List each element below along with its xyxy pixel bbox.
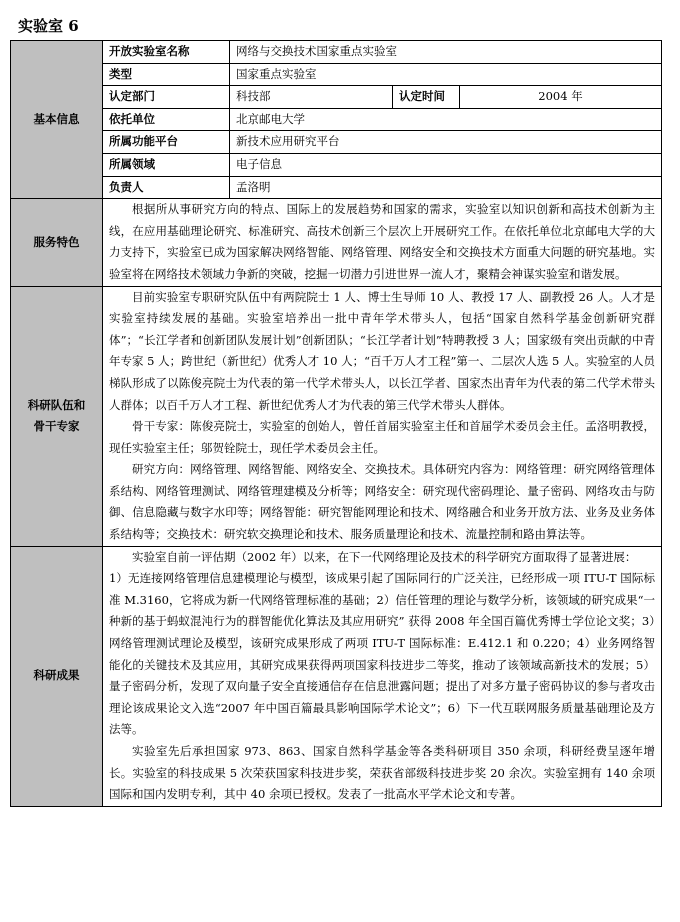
field-label-type: 类型 [103,63,230,86]
field-value-host: 北京邮电大学 [230,108,662,131]
row-host [11,108,662,131]
section-team [11,286,103,546]
field-label-platform: 所属功能平台 [103,131,230,154]
section-team-line1: 科研队伍和 [27,397,86,412]
row-results [11,546,662,806]
field-value-department: 科技部 [230,86,393,109]
field-value-accredit-time: 2004 年 [460,86,662,109]
section-results: 科研成果 [11,546,103,806]
field-value-lab-name: 网络与交换技术国家重点实验室 [230,41,662,64]
row-platform [11,131,662,154]
row-type [11,63,662,86]
row-department [11,86,662,109]
field-value-type: 国家重点实验室 [230,63,662,86]
results-text [103,546,662,806]
field-label-department: 认定部门 [103,86,230,109]
row-lab-name [11,41,662,64]
lab-info-table [10,40,662,807]
field-label-accredit-time: 认定时间 [393,86,460,109]
page-title: 实验室 6 [18,17,79,35]
row-team [11,286,662,546]
service-paragraph: 根据所从事研究方向的特点、国际上的发展趋势和国家的需求，实验室以知识创新和高技术创新为主线，在应用基础理论研究、标准研究、高技术创新三个层次上开展研究工作。在依托单位北京邮电大学的大力支持下，实验室已成为国家解决网络智能、网络管理、网络安全和交换技术方面重大问题的研究基地。实验室将在网络技术领域力争新的突破，挖掘一切潜力引进世界一流人才，聚精会神谋实验室和谐发展。 [109,202,655,281]
results-paragraph: 1）无连接网络管理信息建模理论与模型，该成果引起了国际同行的广泛关注，已经形成一项 ITU-T 国际标准 M.3160，它将成为新一代网络管理标准的基础；2）信任管理的理论与数学分析，该领域的研究成果“一种新的基于蚂蚁混沌行为的群智能优化算法及其应用研究” 获得 2008 年全国百篇优秀博士学位论文奖；3）网络管理测试理论及模型，该研究成果形成了两项 ITU-T 国际标准：E.412.1 和 0.220；4）业务网络智能化的关键技术及其应用，其研究成果获得两项国家科技进步二等奖，推动了该领域高新技术的发展；5）量子密码分析，发现了双向量子安全直接通信存在信息泄露问题；提出了对多方量子密码协议的参与者攻击理论该成果论文入选“2007 年中国百篇最具影响国际学术论文”；6）下一代互联网服务质量基础理论及方法等。 [109,571,655,737]
field-label-field: 所属领域 [103,153,230,176]
field-label-leader: 负责人 [103,176,230,199]
section-team-line2: 骨干专家 [33,419,80,434]
row-service [11,199,662,286]
field-value-platform: 新技术应用研究平台 [230,131,662,154]
field-value-field: 电子信息 [230,153,662,176]
service-text [103,199,662,286]
section-service: 服务特色 [11,199,103,286]
row-field [11,153,662,176]
team-text [103,286,662,546]
team-paragraph: 目前实验室专职研究队伍中有两院院士 1 人、博士生导师 10 人、教授 17 人、副教授 26 人。人才是实验室持续发展的基础。实验室培养出一批中青年学术带头人，包括“国家自然科学基金创新研究群体”；“长江学者和创新团队发展计划”创新团队；“长江学者计划”特聘教授 3 人；国家级有突出贡献的中青年专家 5 人；跨世纪（新世纪）优秀人才 10 人；“百千万人才工程”第一、二层次人选 5 人。实验室的人员梯队形成了以陈俊亮院士为代表的第一代学术带头人，以长江学者、国家杰出青年为代表的第二代学术带头人群体；以百千万人才工程、新世纪优秀人才为代表的第三代学术带头人群体。 [109,289,655,412]
row-leader [11,176,662,199]
team-paragraph: 研究方向：网络管理、网络智能、网络安全、交换技术。具体研究内容为：网络管理：研究网络管理体系结构、网络管理测试、网络管理建模及分析等；网络安全：研究现代密码理论、量子密码、网络攻击与防御、信息隐藏与数字水印等；网络智能：研究智能网理论和技术、网络融合和业务开放方法、业务及业务体系结构等；交换技术：研究软交换理论和技术、服务质量理论和技术、流量控制和路由算法等。 [109,462,655,542]
field-label-lab-name: 开放实验室名称 [103,41,230,64]
results-paragraph: 实验室先后承担国家 973、863、国家自然科学基金等各类科研项目 350 余项，科研经费呈逐年增长。实验室的科技成果 5 次荣获国家科技进步奖，荣获省部级科技进步奖 20 余次。实验室拥有 140 余项国际和国内发明专利，其中 40 余项已授权。发表了一批高水平学术论文和专著。 [109,744,655,802]
section-basic-info: 基本信息 [11,41,103,199]
team-paragraph: 骨干专家：陈俊亮院士，实验室的创始人，曾任首届实验室主任和首届学术委员会主任。孟洛明教授，现任实验室主任；邬贺铨院士，现任学术委员会主任。 [109,419,655,455]
field-value-leader: 孟洛明 [230,176,662,199]
field-label-host: 依托单位 [103,108,230,131]
results-paragraph: 实验室自前一评估期（2002 年）以来，在下一代网络理论及技术的科学研究方面取得了显著进展： [132,549,637,564]
